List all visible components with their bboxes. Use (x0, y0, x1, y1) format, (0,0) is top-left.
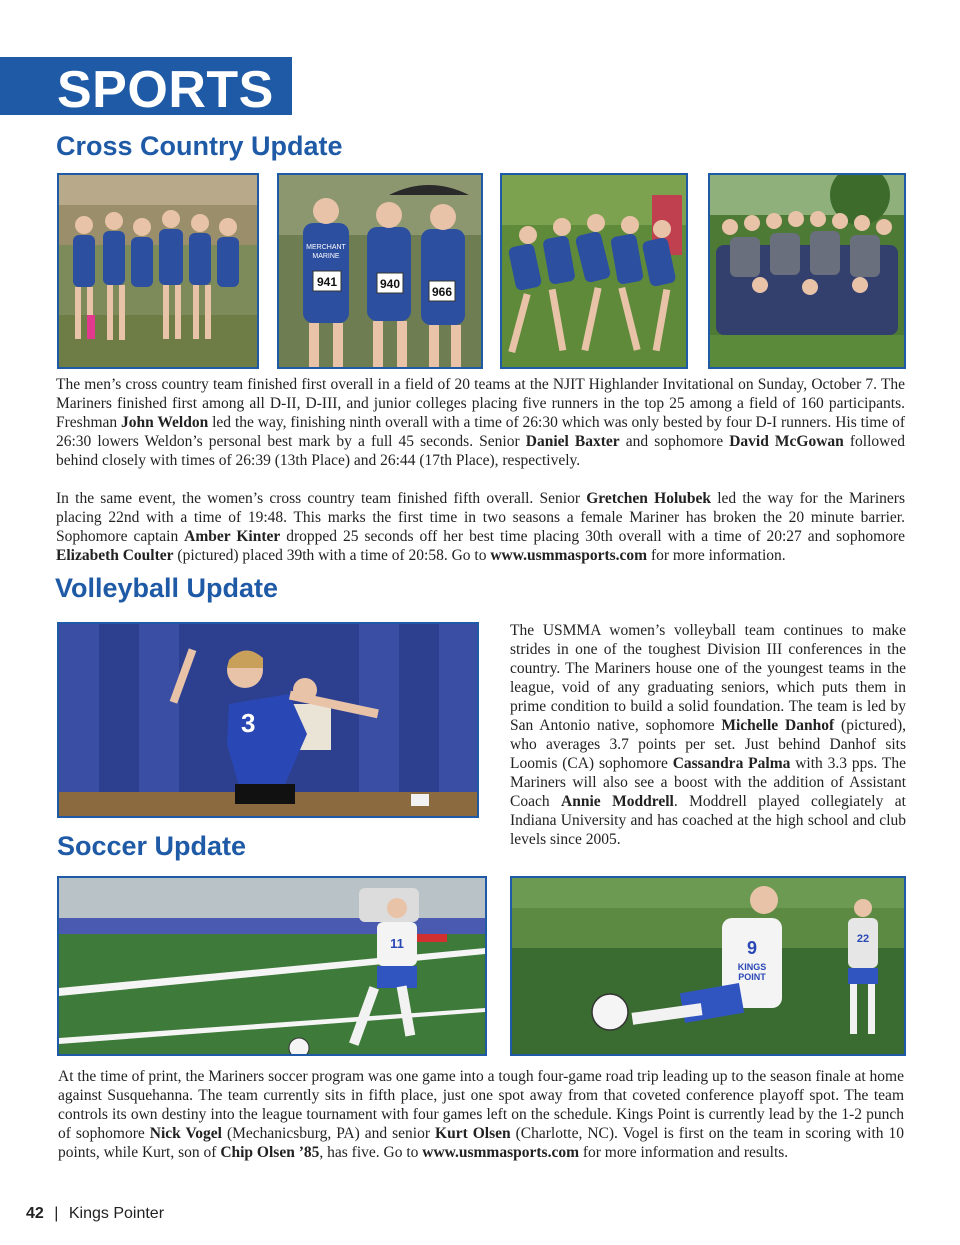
mens-start-line-image (502, 175, 686, 367)
athlete-name: Daniel Baxter (525, 433, 620, 450)
website-link[interactable]: www.usmmasports.com (422, 1144, 579, 1161)
jersey-text-point: POINT (738, 972, 766, 982)
text-run: , has five. Go to (319, 1144, 423, 1161)
text-run: (Mechanicsburg, PA) and senior (221, 1125, 436, 1142)
text-run: led the way for the Mariners placing 22nd with a time of 19:48. This marks the first time in two seasons a female Mariner has broken the 20 minute barrier. Sophomore captain (56, 490, 905, 545)
soccer-photo-1 (57, 876, 487, 1056)
soccer-paragraph (58, 1067, 904, 1162)
text-run: (Charlotte, NC). Vogel is first on the team in scoring with 10 points, while Kurt, son of (58, 1125, 904, 1161)
soccer-jersey-number-1: 11 (390, 936, 404, 951)
text-run: followed behind closely with times of 26:39 (13th Place) and 26:44 (17th Place), respectively. (56, 433, 905, 469)
page-number: 42 (26, 1205, 44, 1222)
soccer-jersey-number-3: 22 (856, 933, 870, 945)
footer-separator: | (54, 1205, 59, 1222)
jersey-text-merchant: MERCHANT (306, 244, 346, 251)
cross-country-photo-4 (708, 173, 906, 369)
cross-country-paragraph-2 (56, 489, 905, 565)
website-link[interactable]: www.usmmasports.com (490, 547, 648, 564)
soccer-photo-2 (510, 876, 906, 1056)
soccer-heading: Soccer Update (57, 831, 247, 861)
bib-940: 940 (379, 277, 401, 291)
text-run: and sophomore (619, 433, 730, 450)
volleyball-photo (57, 622, 479, 818)
volleyball-heading: Volleyball Update (55, 573, 279, 603)
bib-966: 966 (431, 285, 453, 299)
athlete-name: Cassandra Palma (672, 755, 791, 772)
womens-runners-image (279, 175, 481, 367)
jersey-text-marine: MARINE (312, 253, 340, 260)
soccer-jersey-number-2: 9 (746, 938, 758, 958)
athlete-name: Gretchen Holubek (586, 490, 711, 507)
text-run: The USMMA women’s volleyball team continues to make strides in one of the toughest Division III conferences in the country. The Mariners house one of the youngest teams in the league, void of any graduating seniors, which puts them in prime condition to build a solid foundation. The team is led by San Antonio native, sophomore (510, 622, 906, 734)
page-footer (26, 1205, 164, 1223)
volleyball-paragraph (510, 621, 906, 849)
jersey-text-kings: KINGS (737, 962, 767, 972)
athlete-name: Nick Vogel (149, 1125, 222, 1142)
text-run: At the time of print, the Mariners soccer program was one game into a tough four-game road trip leading up to the season finale at home against Susquehanna. The team currently sits in fifth place, just one spot away from that coveted conference playoff spot. The team controls its own destiny into the league tournament with four games left on the schedule. Kings Point is currently lead by the 1-2 punch of sophomore (58, 1068, 904, 1142)
athlete-name: Elizabeth Coulter (56, 547, 174, 564)
cross-country-photo-2 (277, 173, 483, 369)
cross-country-photo-1 (57, 173, 259, 369)
soccer-kick-image (59, 878, 485, 1054)
cross-country-paragraph-1 (56, 375, 905, 470)
text-run: led the way, finishing ninth overall with a time of 26:30 which was only bested by four D-I runners. His time of 26:30 lowers Weldon’s personal best mark by a full 45 seconds. Senior (56, 414, 905, 450)
athlete-name: David McGowan (729, 433, 844, 450)
section-banner-title: SPORTS (57, 61, 274, 119)
text-run: for more information. (647, 547, 786, 564)
bib-941: 941 (316, 275, 338, 289)
text-run: . Moddrell played collegiately at Indiana University and has coached at the high school and club levels since 2005. (510, 793, 906, 848)
text-run: dropped 25 seconds off her best time placing 30th overall with a time of 20:27 and sophomore (280, 528, 905, 545)
athlete-name: Kurt Olsen (435, 1125, 511, 1142)
team-celebration-image (710, 175, 904, 367)
text-run: (pictured), who averages 3.7 points per set. Just behind Danhof sits Loomis (CA) sophomore (510, 717, 907, 772)
coach-name: Annie Moddrell (561, 793, 674, 810)
text-run: The men’s cross country team finished first overall in a field of 20 teams at the NJIT Highlander Invitational on Sunday, October 7. The Mariners finished first among all D-II, D-III, and junior colleges placing five runners in the top 25 among a field of 160 participants. Freshman (56, 376, 905, 431)
alumnus-name: Chip Olsen ’85 (220, 1144, 320, 1161)
cross-country-heading: Cross Country Update (56, 131, 343, 161)
text-run: for more information and results. (578, 1144, 789, 1161)
text-run: (pictured) placed 39th with a time of 20:58. Go to (173, 547, 491, 564)
athlete-name: Amber Kinter (184, 528, 281, 545)
athlete-name: John Weldon (121, 414, 209, 431)
soccer-trap-image (512, 878, 904, 1054)
cross-country-photo-3 (500, 173, 688, 369)
womens-start-line-image (59, 175, 257, 367)
text-run: In the same event, the women’s cross country team finished fifth overall. Senior (56, 490, 587, 507)
text-run: with 3.3 pps. The Mariners will also see a boost with the addition of Assistant Coach (510, 755, 906, 810)
publication-name: Kings Pointer (68, 1205, 165, 1222)
volleyball-jersey-number: 3 (241, 708, 256, 738)
athlete-name: Michelle Danhof (721, 717, 835, 734)
volleyball-serve-image (59, 624, 477, 816)
